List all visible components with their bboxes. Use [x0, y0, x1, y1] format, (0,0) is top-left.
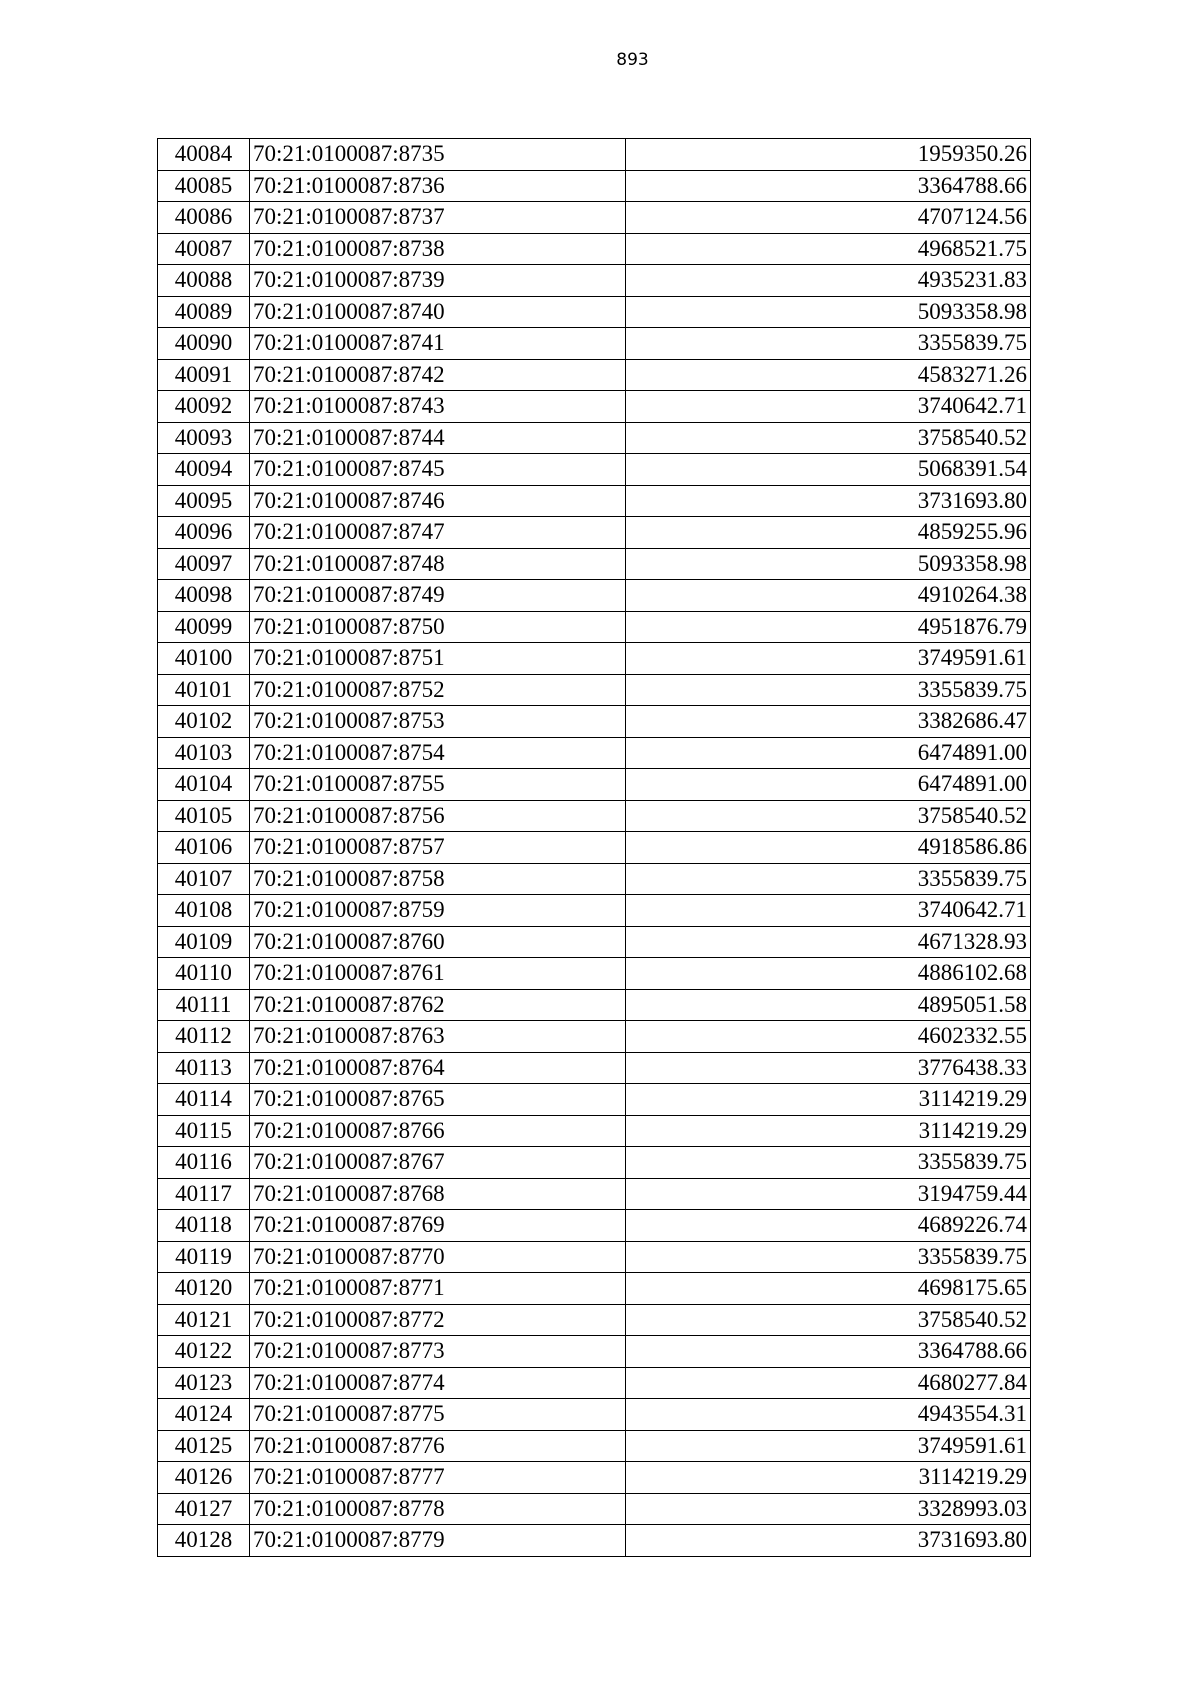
- cadastral-number-cell: 70:21:0100087:8745: [250, 454, 626, 486]
- table-row: [158, 296, 1031, 328]
- row-number-cell: 40107: [158, 863, 250, 895]
- cadastral-value-cell: 3355839.75: [626, 1241, 1031, 1273]
- table-row: [158, 233, 1031, 265]
- cadastral-number-cell: 70:21:0100087:8740: [250, 296, 626, 328]
- cadastral-value-cell: 4707124.56: [626, 202, 1031, 234]
- row-number-cell: 40113: [158, 1052, 250, 1084]
- table-row: [158, 202, 1031, 234]
- table-row: [158, 328, 1031, 360]
- cadastral-value-table: [157, 138, 1031, 1557]
- row-number-cell: 40095: [158, 485, 250, 517]
- cadastral-value-cell: 1959350.26: [626, 139, 1031, 171]
- cadastral-number-cell: 70:21:0100087:8765: [250, 1084, 626, 1116]
- table-row: [158, 1367, 1031, 1399]
- cadastral-number-cell: 70:21:0100087:8754: [250, 737, 626, 769]
- cadastral-value-cell: 3731693.80: [626, 1525, 1031, 1557]
- table-row: [158, 1462, 1031, 1494]
- row-number-cell: 40085: [158, 170, 250, 202]
- row-number-cell: 40110: [158, 958, 250, 990]
- row-number-cell: 40118: [158, 1210, 250, 1242]
- row-number-cell: 40127: [158, 1493, 250, 1525]
- row-number-cell: 40103: [158, 737, 250, 769]
- cadastral-number-cell: 70:21:0100087:8777: [250, 1462, 626, 1494]
- row-number-cell: 40116: [158, 1147, 250, 1179]
- row-number-cell: 40124: [158, 1399, 250, 1431]
- row-number-cell: 40125: [158, 1430, 250, 1462]
- cadastral-number-cell: 70:21:0100087:8746: [250, 485, 626, 517]
- table-row: [158, 422, 1031, 454]
- row-number-cell: 40098: [158, 580, 250, 612]
- cadastral-value-cell: 3114219.29: [626, 1084, 1031, 1116]
- table-row: [158, 548, 1031, 580]
- cadastral-value-cell: 3194759.44: [626, 1178, 1031, 1210]
- row-number-cell: 40099: [158, 611, 250, 643]
- cadastral-value-cell: 3328993.03: [626, 1493, 1031, 1525]
- table-row: [158, 769, 1031, 801]
- cadastral-number-cell: 70:21:0100087:8748: [250, 548, 626, 580]
- cadastral-value-cell: 3758540.52: [626, 422, 1031, 454]
- row-number-cell: 40094: [158, 454, 250, 486]
- table-row: [158, 1430, 1031, 1462]
- cadastral-value-cell: 3355839.75: [626, 1147, 1031, 1179]
- row-number-cell: 40096: [158, 517, 250, 549]
- cadastral-number-cell: 70:21:0100087:8773: [250, 1336, 626, 1368]
- cadastral-number-cell: 70:21:0100087:8775: [250, 1399, 626, 1431]
- cadastral-value-cell: 4918586.86: [626, 832, 1031, 864]
- cadastral-value-cell: 5093358.98: [626, 296, 1031, 328]
- cadastral-number-cell: 70:21:0100087:8750: [250, 611, 626, 643]
- cadastral-number-cell: 70:21:0100087:8762: [250, 989, 626, 1021]
- row-number-cell: 40111: [158, 989, 250, 1021]
- cadastral-value-cell: 3114219.29: [626, 1115, 1031, 1147]
- cadastral-number-cell: 70:21:0100087:8744: [250, 422, 626, 454]
- cadastral-value-cell: 5068391.54: [626, 454, 1031, 486]
- table-row: [158, 1525, 1031, 1557]
- cadastral-number-cell: 70:21:0100087:8760: [250, 926, 626, 958]
- row-number-cell: 40114: [158, 1084, 250, 1116]
- table-row: [158, 139, 1031, 171]
- row-number-cell: 40091: [158, 359, 250, 391]
- cadastral-value-cell: 4943554.31: [626, 1399, 1031, 1431]
- table-row: [158, 958, 1031, 990]
- table-row: [158, 1336, 1031, 1368]
- table-row: [158, 863, 1031, 895]
- table-row: [158, 1021, 1031, 1053]
- cadastral-value-cell: 5093358.98: [626, 548, 1031, 580]
- row-number-cell: 40090: [158, 328, 250, 360]
- table-row: [158, 1210, 1031, 1242]
- row-number-cell: 40093: [158, 422, 250, 454]
- table-row: [158, 1399, 1031, 1431]
- row-number-cell: 40097: [158, 548, 250, 580]
- cadastral-number-cell: 70:21:0100087:8743: [250, 391, 626, 423]
- cadastral-number-cell: 70:21:0100087:8751: [250, 643, 626, 675]
- cadastral-value-cell: 3364788.66: [626, 170, 1031, 202]
- table-row: [158, 800, 1031, 832]
- cadastral-value-cell: 4680277.84: [626, 1367, 1031, 1399]
- cadastral-value-cell: 3355839.75: [626, 328, 1031, 360]
- table-row: [158, 359, 1031, 391]
- row-number-cell: 40086: [158, 202, 250, 234]
- table-row: [158, 391, 1031, 423]
- row-number-cell: 40089: [158, 296, 250, 328]
- table-row: [158, 517, 1031, 549]
- table-row: [158, 895, 1031, 927]
- cadastral-number-cell: 70:21:0100087:8741: [250, 328, 626, 360]
- row-number-cell: 40112: [158, 1021, 250, 1053]
- table-body: [158, 139, 1031, 1557]
- cadastral-number-cell: 70:21:0100087:8736: [250, 170, 626, 202]
- row-number-cell: 40108: [158, 895, 250, 927]
- row-number-cell: 40121: [158, 1304, 250, 1336]
- table-row: [158, 989, 1031, 1021]
- cadastral-value-cell: 4895051.58: [626, 989, 1031, 1021]
- row-number-cell: 40102: [158, 706, 250, 738]
- cadastral-value-cell: 4602332.55: [626, 1021, 1031, 1053]
- row-number-cell: 40087: [158, 233, 250, 265]
- row-number-cell: 40105: [158, 800, 250, 832]
- row-number-cell: 40122: [158, 1336, 250, 1368]
- row-number-cell: 40084: [158, 139, 250, 171]
- table-row: [158, 1273, 1031, 1305]
- cadastral-number-cell: 70:21:0100087:8761: [250, 958, 626, 990]
- cadastral-number-cell: 70:21:0100087:8735: [250, 139, 626, 171]
- cadastral-value-cell: 3355839.75: [626, 674, 1031, 706]
- cadastral-number-cell: 70:21:0100087:8766: [250, 1115, 626, 1147]
- row-number-cell: 40119: [158, 1241, 250, 1273]
- table-row: [158, 1115, 1031, 1147]
- cadastral-number-cell: 70:21:0100087:8779: [250, 1525, 626, 1557]
- table-row: [158, 170, 1031, 202]
- cadastral-number-cell: 70:21:0100087:8759: [250, 895, 626, 927]
- table-row: [158, 706, 1031, 738]
- cadastral-number-cell: 70:21:0100087:8769: [250, 1210, 626, 1242]
- table-row: [158, 1178, 1031, 1210]
- row-number-cell: 40117: [158, 1178, 250, 1210]
- cadastral-number-cell: 70:21:0100087:8764: [250, 1052, 626, 1084]
- row-number-cell: 40115: [158, 1115, 250, 1147]
- cadastral-number-cell: 70:21:0100087:8770: [250, 1241, 626, 1273]
- cadastral-value-cell: 6474891.00: [626, 737, 1031, 769]
- cadastral-value-cell: 3382686.47: [626, 706, 1031, 738]
- row-number-cell: 40092: [158, 391, 250, 423]
- row-number-cell: 40101: [158, 674, 250, 706]
- cadastral-number-cell: 70:21:0100087:8771: [250, 1273, 626, 1305]
- cadastral-value-cell: 3731693.80: [626, 485, 1031, 517]
- table-row: [158, 1147, 1031, 1179]
- cadastral-value-cell: 4951876.79: [626, 611, 1031, 643]
- cadastral-value-cell: 4698175.65: [626, 1273, 1031, 1305]
- table-row: [158, 1052, 1031, 1084]
- row-number-cell: 40109: [158, 926, 250, 958]
- page-number: 893: [616, 50, 649, 70]
- table-row: [158, 611, 1031, 643]
- cadastral-number-cell: 70:21:0100087:8776: [250, 1430, 626, 1462]
- table-row: [158, 737, 1031, 769]
- table-row: [158, 1493, 1031, 1525]
- cadastral-number-cell: 70:21:0100087:8755: [250, 769, 626, 801]
- cadastral-value-cell: 3740642.71: [626, 895, 1031, 927]
- cadastral-value-cell: 3758540.52: [626, 800, 1031, 832]
- cadastral-value-cell: 3749591.61: [626, 643, 1031, 675]
- cadastral-value-cell: 3749591.61: [626, 1430, 1031, 1462]
- cadastral-number-cell: 70:21:0100087:8778: [250, 1493, 626, 1525]
- cadastral-value-cell: 4935231.83: [626, 265, 1031, 297]
- cadastral-number-cell: 70:21:0100087:8756: [250, 800, 626, 832]
- table-row: [158, 485, 1031, 517]
- row-number-cell: 40126: [158, 1462, 250, 1494]
- cadastral-number-cell: 70:21:0100087:8749: [250, 580, 626, 612]
- table-row: [158, 454, 1031, 486]
- table-row: [158, 674, 1031, 706]
- cadastral-value-cell: 4689226.74: [626, 1210, 1031, 1242]
- row-number-cell: 40106: [158, 832, 250, 864]
- cadastral-number-cell: 70:21:0100087:8739: [250, 265, 626, 297]
- cadastral-number-cell: 70:21:0100087:8757: [250, 832, 626, 864]
- cadastral-number-cell: 70:21:0100087:8737: [250, 202, 626, 234]
- cadastral-value-cell: 3758540.52: [626, 1304, 1031, 1336]
- cadastral-value-cell: 4968521.75: [626, 233, 1031, 265]
- row-number-cell: 40123: [158, 1367, 250, 1399]
- table-row: [158, 580, 1031, 612]
- cadastral-value-cell: 3740642.71: [626, 391, 1031, 423]
- row-number-cell: 40104: [158, 769, 250, 801]
- cadastral-number-cell: 70:21:0100087:8738: [250, 233, 626, 265]
- cadastral-number-cell: 70:21:0100087:8742: [250, 359, 626, 391]
- table-row: [158, 265, 1031, 297]
- cadastral-value-cell: 3364788.66: [626, 1336, 1031, 1368]
- table-row: [158, 832, 1031, 864]
- cadastral-number-cell: 70:21:0100087:8753: [250, 706, 626, 738]
- cadastral-value-cell: 3776438.33: [626, 1052, 1031, 1084]
- cadastral-value-cell: 6474891.00: [626, 769, 1031, 801]
- cadastral-value-cell: 4886102.68: [626, 958, 1031, 990]
- table-row: [158, 926, 1031, 958]
- cadastral-value-cell: 4671328.93: [626, 926, 1031, 958]
- cadastral-number-cell: 70:21:0100087:8772: [250, 1304, 626, 1336]
- cadastral-number-cell: 70:21:0100087:8758: [250, 863, 626, 895]
- cadastral-number-cell: 70:21:0100087:8763: [250, 1021, 626, 1053]
- row-number-cell: 40120: [158, 1273, 250, 1305]
- row-number-cell: 40128: [158, 1525, 250, 1557]
- cadastral-number-cell: 70:21:0100087:8747: [250, 517, 626, 549]
- cadastral-value-cell: 3355839.75: [626, 863, 1031, 895]
- cadastral-number-cell: 70:21:0100087:8768: [250, 1178, 626, 1210]
- table-row: [158, 1084, 1031, 1116]
- cadastral-number-cell: 70:21:0100087:8752: [250, 674, 626, 706]
- table-row: [158, 1304, 1031, 1336]
- cadastral-value-cell: 3114219.29: [626, 1462, 1031, 1494]
- cadastral-number-cell: 70:21:0100087:8767: [250, 1147, 626, 1179]
- cadastral-value-cell: 4583271.26: [626, 359, 1031, 391]
- table-row: [158, 1241, 1031, 1273]
- row-number-cell: 40100: [158, 643, 250, 675]
- cadastral-value-cell: 4910264.38: [626, 580, 1031, 612]
- table-row: [158, 643, 1031, 675]
- cadastral-number-cell: 70:21:0100087:8774: [250, 1367, 626, 1399]
- row-number-cell: 40088: [158, 265, 250, 297]
- cadastral-value-cell: 4859255.96: [626, 517, 1031, 549]
